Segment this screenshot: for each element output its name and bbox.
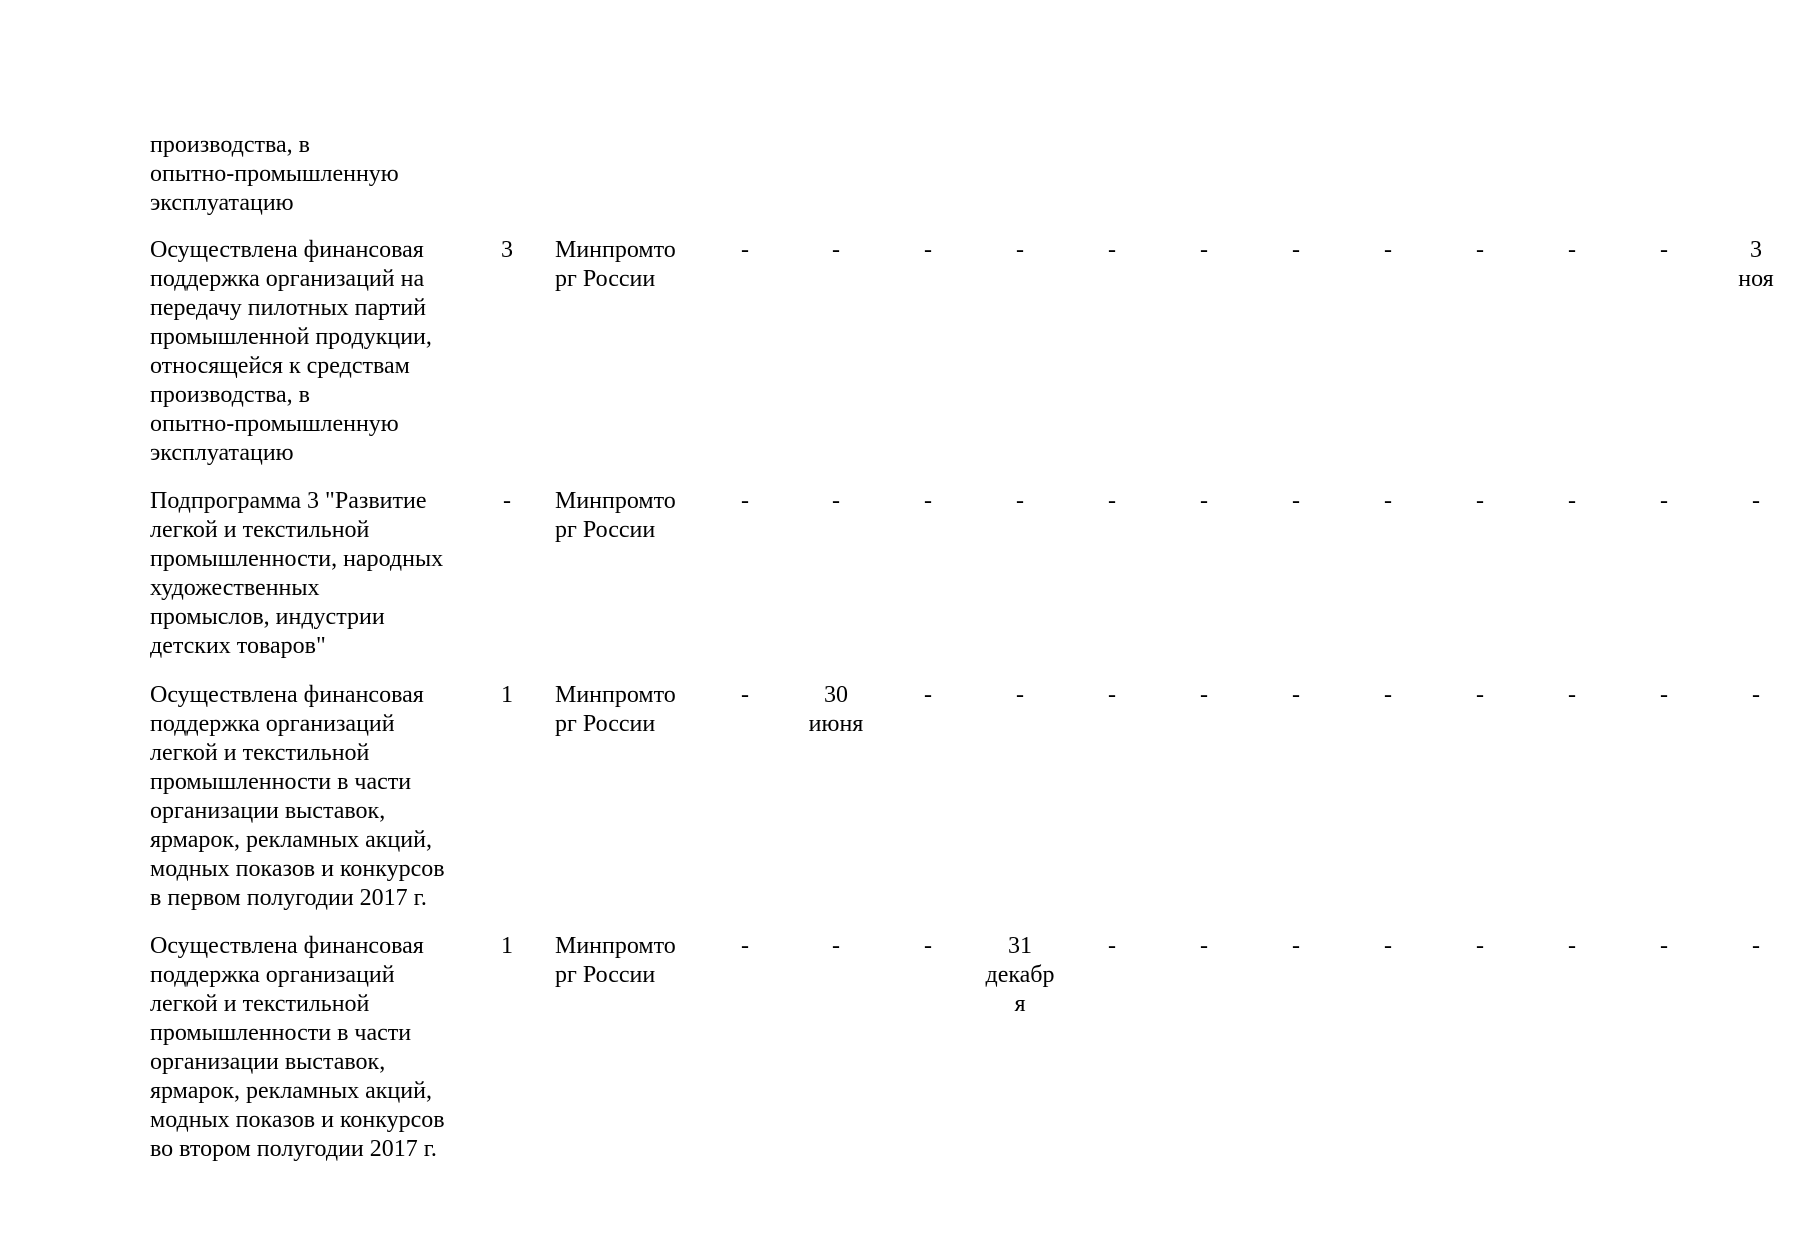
date-cell: [978, 932, 1062, 1019]
date-cell: [978, 487, 1062, 516]
date-cell: [1162, 487, 1246, 516]
text-line: -: [1476, 488, 1484, 514]
text-line: легкой и текстильной: [150, 991, 370, 1017]
text-line: июня: [808, 711, 864, 737]
text-line: 31: [1008, 933, 1032, 959]
text-line: -: [1384, 488, 1392, 514]
date-cell: [1070, 932, 1154, 961]
text-line: легкой и текстильной: [150, 517, 370, 543]
date-cell: [1346, 681, 1430, 710]
text-line: -: [1752, 682, 1760, 708]
date-cell: [1070, 487, 1154, 516]
text-line: Минпромто: [555, 682, 676, 708]
text-line: поддержка организаций: [150, 962, 395, 988]
date-cell: [1162, 932, 1246, 961]
text-line: модных показов и конкурсов: [150, 856, 445, 882]
text-line: поддержка организаций на: [150, 266, 425, 292]
text-line: промышленности в части: [150, 769, 412, 795]
date-cell: [794, 932, 878, 961]
date-cell: [1622, 932, 1706, 961]
responsible-executor-cell: [555, 236, 695, 294]
responsible-executor-cell: [555, 681, 695, 739]
text-line: рг России: [555, 266, 656, 292]
responsible-executor-cell: [555, 932, 695, 990]
event-description-cell: [150, 487, 480, 661]
text-line: -: [1384, 682, 1392, 708]
text-line: рг России: [555, 962, 656, 988]
date-cell: [1254, 487, 1338, 516]
text-line: -: [741, 488, 749, 514]
event-description-cell: [150, 932, 480, 1164]
date-cell: [1346, 487, 1430, 516]
date-cell: [978, 236, 1062, 265]
text-line: -: [1292, 237, 1300, 263]
text-line: -: [1476, 682, 1484, 708]
text-line: -: [1200, 682, 1208, 708]
date-cell: [703, 487, 787, 516]
date-cell: [1438, 932, 1522, 961]
text-line: -: [1016, 237, 1024, 263]
text-line: -: [1660, 682, 1668, 708]
text-line: передачу пилотных партий: [150, 295, 426, 321]
text-line: модных показов и конкурсов: [150, 1107, 445, 1133]
date-cell: [886, 932, 970, 961]
text-line: -: [741, 933, 749, 959]
text-line: эксплуатацию: [150, 190, 294, 216]
text-line: эксплуатацию: [150, 440, 294, 466]
text-line: Осуществлена финансовая: [150, 933, 424, 959]
date-cell: [794, 487, 878, 516]
text-line: -: [1108, 682, 1116, 708]
text-line: промышленной продукции,: [150, 324, 432, 350]
text-line: во втором полугодии 2017 г.: [150, 1136, 437, 1162]
text-line: Минпромто: [555, 488, 676, 514]
text-line: опытно-промышленную: [150, 161, 399, 187]
text-line: декабр: [985, 962, 1055, 988]
responsible-executor-cell: [555, 487, 695, 545]
date-cell: [1530, 681, 1614, 710]
text-line: -: [1476, 237, 1484, 263]
date-cell: [886, 681, 970, 710]
date-cell: [1714, 681, 1798, 710]
text-line: легкой и текстильной: [150, 740, 370, 766]
text-line: -: [1200, 933, 1208, 959]
text-line: рг России: [555, 517, 656, 543]
text-line: Минпромто: [555, 237, 676, 263]
text-line: -: [1108, 237, 1116, 263]
text-line: рг России: [555, 711, 656, 737]
text-line: 3: [1750, 237, 1762, 263]
text-line: -: [1200, 488, 1208, 514]
date-cell: [1714, 236, 1798, 294]
event-description-cell: [150, 681, 480, 913]
text-line: -: [1568, 933, 1576, 959]
date-cell: [1346, 236, 1430, 265]
text-line: -: [1292, 488, 1300, 514]
date-cell: [1438, 236, 1522, 265]
text-line: -: [1016, 682, 1024, 708]
text-line: -: [1108, 488, 1116, 514]
date-cell: [794, 236, 878, 265]
event-description-cell: [150, 236, 480, 468]
date-cell: [1162, 681, 1246, 710]
text-line: производства, в: [150, 382, 310, 408]
text-line: ноя: [1738, 266, 1774, 292]
text-line: промышленности, народных: [150, 546, 444, 572]
date-cell: [1622, 681, 1706, 710]
text-line: -: [924, 488, 932, 514]
text-line: -: [1200, 237, 1208, 263]
continued-row-text: [150, 131, 480, 218]
text-line: -: [741, 682, 749, 708]
text-line: -: [1752, 488, 1760, 514]
text-line: -: [1568, 488, 1576, 514]
text-line: ярмарок, рекламных акций,: [150, 1078, 432, 1104]
date-cell: [1070, 236, 1154, 265]
indicator-cell: 3: [501, 237, 513, 263]
date-cell: [1346, 932, 1430, 961]
date-cell: [978, 681, 1062, 710]
text-line: -: [924, 237, 932, 263]
text-line: -: [1568, 237, 1576, 263]
text-line: поддержка организаций: [150, 711, 395, 737]
date-cell: [1714, 487, 1798, 516]
date-cell: [886, 487, 970, 516]
date-cell: [1438, 487, 1522, 516]
date-cell: [1622, 236, 1706, 265]
text-line: -: [741, 237, 749, 263]
indicator-cell: -: [503, 488, 511, 514]
text-line: Минпромто: [555, 933, 676, 959]
text-line: -: [1660, 933, 1668, 959]
date-cell: [703, 681, 787, 710]
text-line: опытно-промышленную: [150, 411, 399, 437]
date-cell: [886, 236, 970, 265]
text-line: -: [1384, 933, 1392, 959]
date-cell: [1070, 681, 1154, 710]
date-cell: [1254, 681, 1338, 710]
date-cell: [1530, 487, 1614, 516]
text-line: -: [1752, 933, 1760, 959]
text-line: -: [1660, 488, 1668, 514]
text-line: 30: [824, 682, 848, 708]
text-line: Осуществлена финансовая: [150, 682, 424, 708]
text-line: художественных: [150, 575, 320, 601]
text-line: относящейся к средствам: [150, 353, 410, 379]
date-cell: [1162, 236, 1246, 265]
text-line: -: [832, 488, 840, 514]
date-cell: [1254, 932, 1338, 961]
indicator-cell: 1: [501, 682, 513, 708]
text-line: -: [1108, 933, 1116, 959]
date-cell: [794, 681, 878, 739]
text-line: промыслов, индустрии: [150, 604, 385, 630]
text-line: -: [1292, 933, 1300, 959]
text-line: -: [1660, 237, 1668, 263]
text-line: -: [832, 237, 840, 263]
text-line: в первом полугодии 2017 г.: [150, 885, 427, 911]
text-line: -: [924, 682, 932, 708]
text-line: Подпрограмма 3 "Развитие: [150, 488, 427, 514]
text-line: -: [1476, 933, 1484, 959]
date-cell: [1530, 236, 1614, 265]
text-line: Осуществлена финансовая: [150, 237, 424, 263]
text-line: организации выставок,: [150, 1049, 386, 1075]
text-line: организации выставок,: [150, 798, 386, 824]
text-line: -: [1568, 682, 1576, 708]
date-cell: [1714, 932, 1798, 961]
date-cell: [1530, 932, 1614, 961]
text-line: -: [1292, 682, 1300, 708]
text-line: детских товаров": [150, 633, 326, 659]
text-line: промышленности в части: [150, 1020, 412, 1046]
date-cell: [703, 932, 787, 961]
text-line: я: [1014, 991, 1026, 1017]
text-line: -: [832, 933, 840, 959]
text-line: ярмарок, рекламных акций,: [150, 827, 432, 853]
text-line: -: [1016, 488, 1024, 514]
indicator-cell: 1: [501, 933, 513, 959]
date-cell: [1438, 681, 1522, 710]
text-line: -: [924, 933, 932, 959]
date-cell: [703, 236, 787, 265]
date-cell: [1622, 487, 1706, 516]
text-line: -: [1384, 237, 1392, 263]
date-cell: [1254, 236, 1338, 265]
text-line: производства, в: [150, 132, 310, 158]
